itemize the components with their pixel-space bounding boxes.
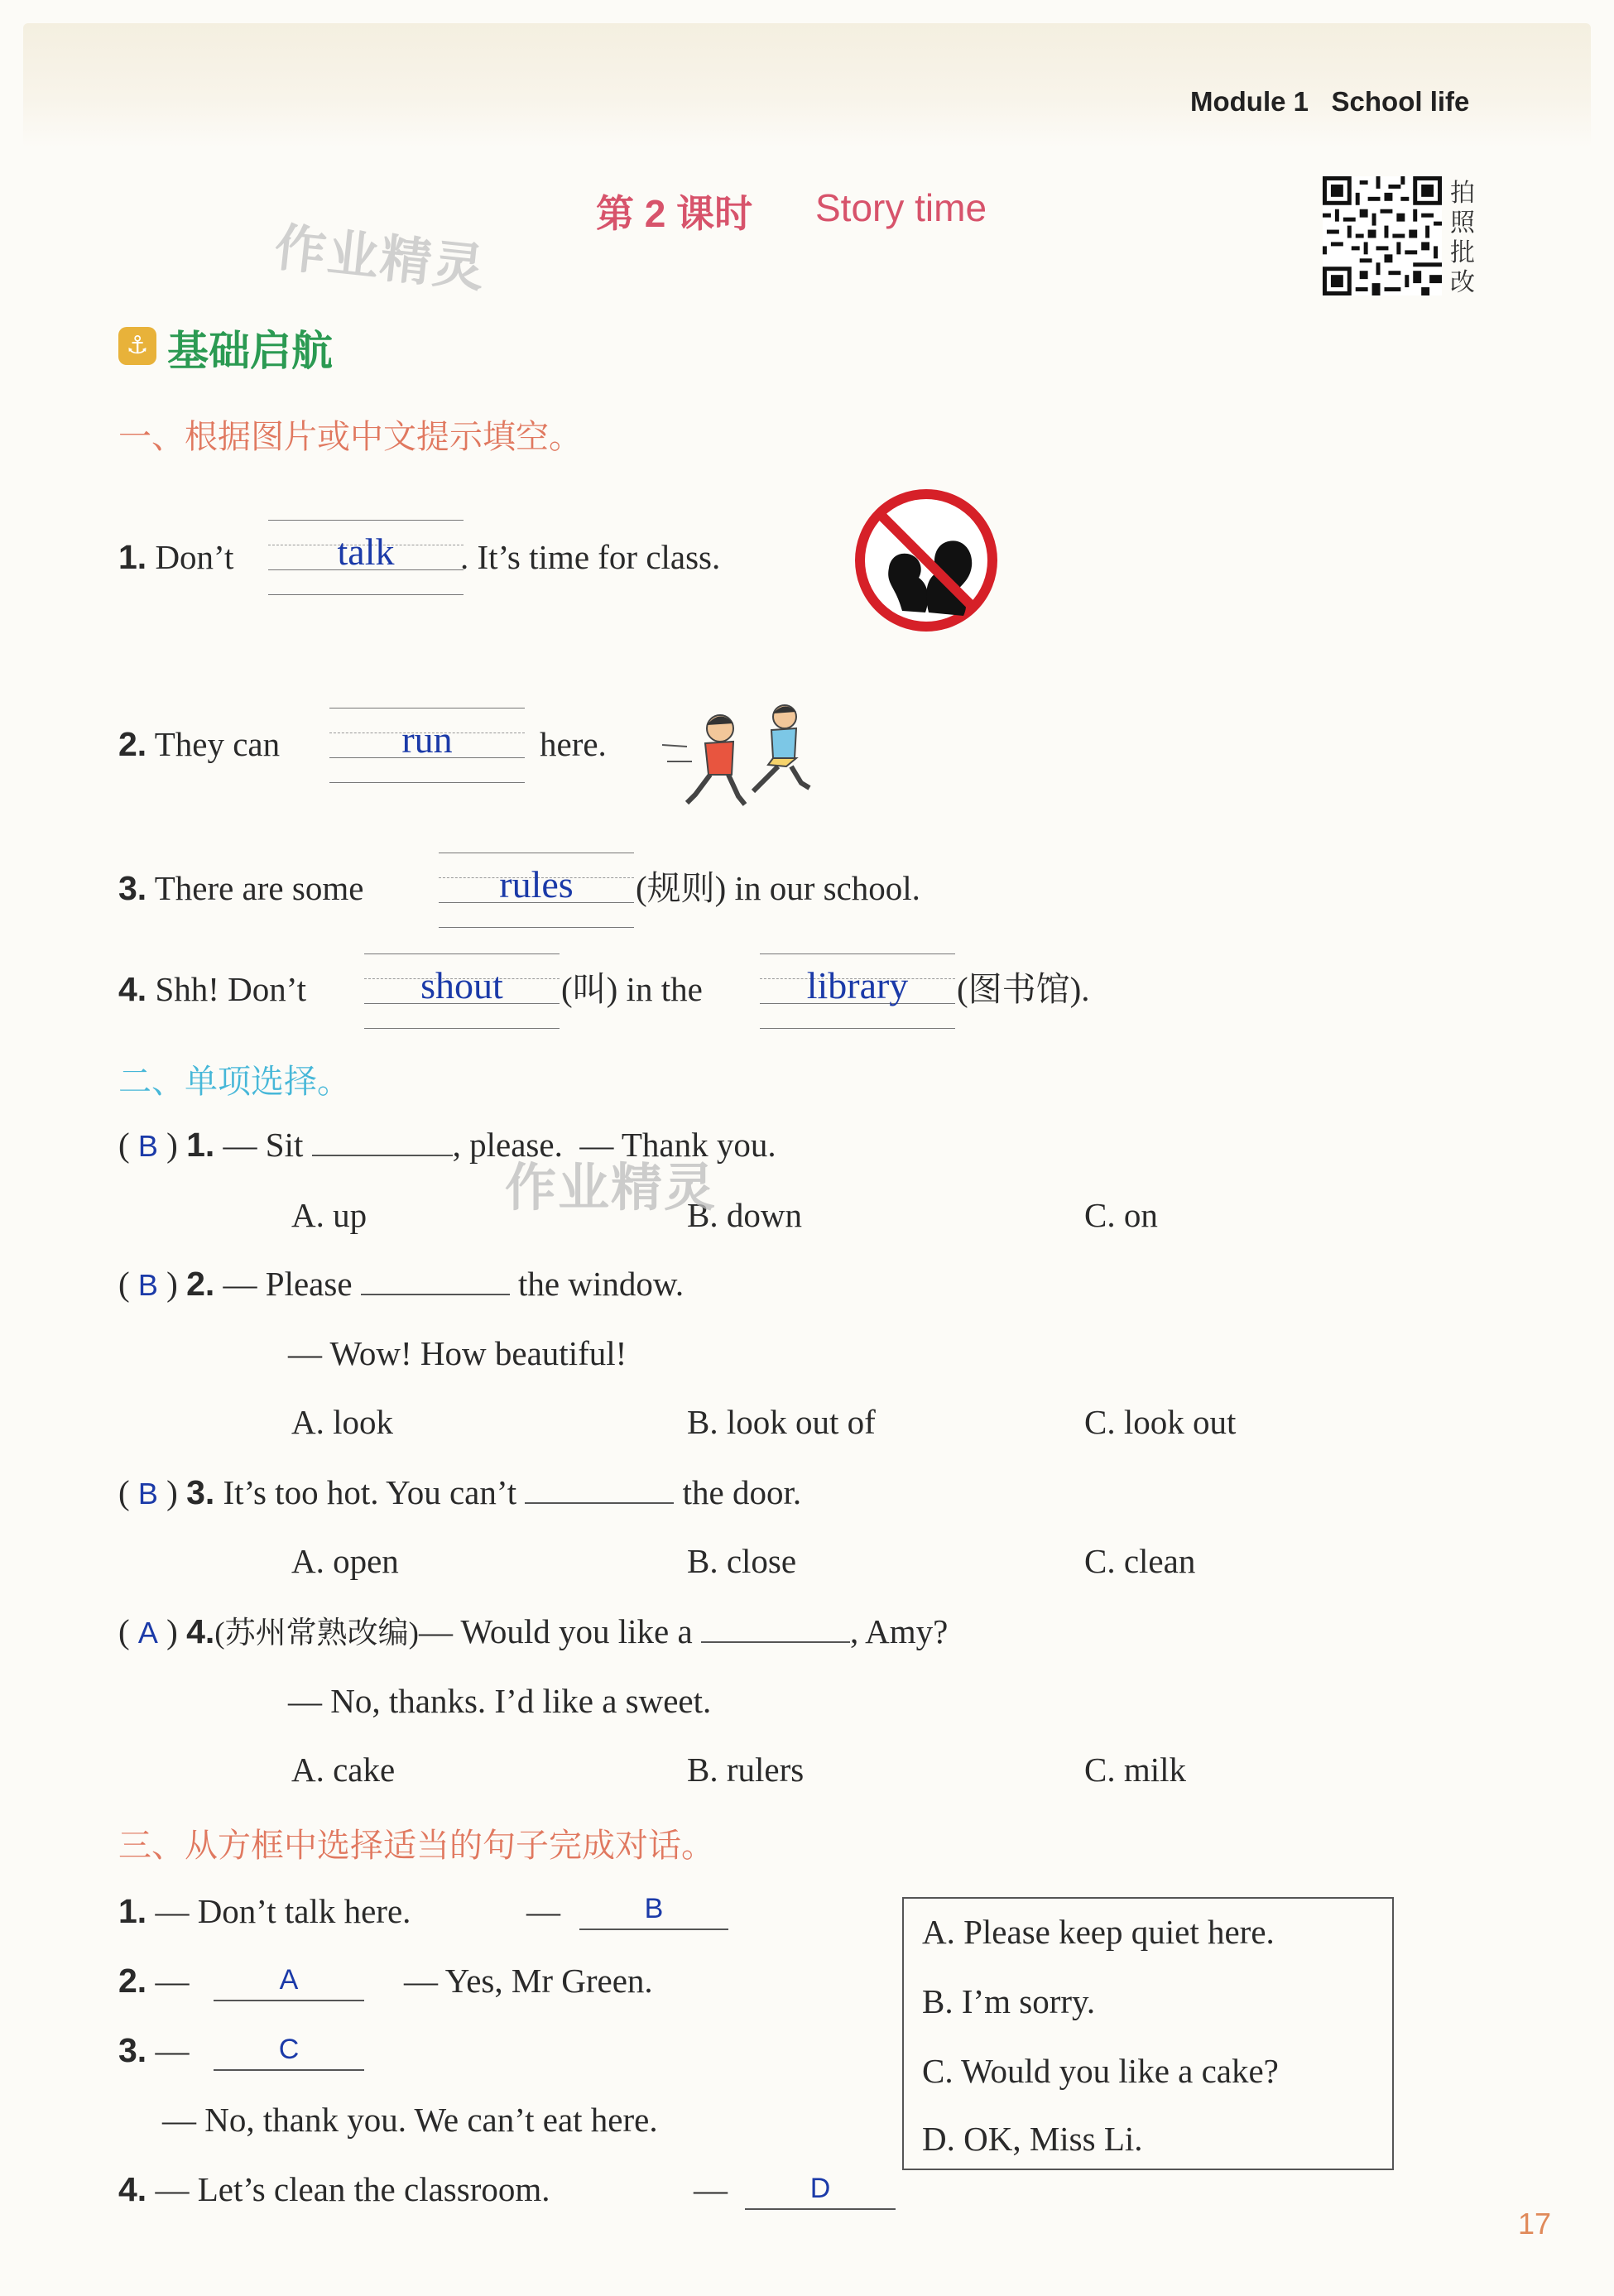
answer-blank[interactable] <box>525 1472 674 1504</box>
option-a[interactable]: A. open <box>291 1542 399 1580</box>
option-b[interactable]: B. look out of <box>687 1403 876 1441</box>
question-number: 2. <box>118 725 147 763</box>
question-text: — Yes, Mr Green. <box>404 1962 653 2000</box>
question-number: 2. <box>118 1962 147 2000</box>
part2-q4 <box>118 1611 948 1655</box>
question-text: — Sit <box>223 1126 304 1164</box>
question-text: They can <box>154 725 281 763</box>
answer-paren[interactable]: ( B ) <box>118 1265 178 1303</box>
part2-q2 <box>118 1263 684 1306</box>
option-a[interactable]: A. cake <box>291 1751 396 1789</box>
answer-blank[interactable]: A <box>214 1962 364 2001</box>
page-number: 17 <box>1518 2207 1552 2241</box>
answer-choice: B <box>137 1477 158 1511</box>
part1-heading: 一、根据图片或中文提示填空。 <box>118 419 582 455</box>
watermark: 作业精灵 <box>505 1160 718 1217</box>
question-text: . It’s time for class. <box>460 538 721 576</box>
lesson-number: 第 2 课时 <box>596 192 753 235</box>
answer-choice: B <box>137 1129 158 1163</box>
part3-q2 <box>118 1960 189 2001</box>
answer-paren[interactable]: ( B ) <box>118 1126 178 1164</box>
answer-text: shout <box>420 964 503 1006</box>
question-text: (规则) in our school. <box>636 869 920 907</box>
question-number: 3. <box>186 1473 215 1511</box>
option-c[interactable]: C. milk <box>1084 1751 1187 1789</box>
part3-heading: 三、从方框中选择适当的句子完成对话。 <box>118 1828 714 1864</box>
question-source: (苏州常熟改编) <box>214 1616 419 1650</box>
qr-caption-char: 照 <box>1450 209 1475 237</box>
running-children-icon <box>662 695 819 819</box>
part1-q4 <box>118 968 306 1010</box>
answer-paren[interactable]: ( A ) <box>118 1612 178 1650</box>
question-number: 1. <box>118 1892 147 1930</box>
answer-blank[interactable]: C <box>214 2031 364 2071</box>
option-c[interactable]: C. look out <box>1084 1403 1237 1441</box>
option-c[interactable]: C. on <box>1084 1196 1158 1234</box>
answer-text: talk <box>337 531 395 573</box>
header-band <box>23 23 1591 147</box>
qr-caption-char: 批 <box>1450 239 1475 267</box>
question-text: — Would you like a <box>418 1612 693 1650</box>
question-text: Shh! Don’t <box>155 970 307 1008</box>
answer-blank[interactable] <box>701 1612 850 1643</box>
answer-text: run <box>401 718 453 761</box>
answer-blank[interactable]: D <box>745 2170 896 2210</box>
question-text: (叫) in the <box>561 970 703 1008</box>
box-option-a: A. Please keep quiet here. <box>922 1913 1275 1951</box>
question-number: 1. <box>118 538 147 576</box>
question-text: — Don’t talk here. <box>155 1892 411 1930</box>
four-line-answer[interactable] <box>329 708 525 782</box>
question-text: — No, thank you. We can’t eat here. <box>162 2101 658 2139</box>
part2-q3 <box>118 1472 801 1515</box>
answer-choice: A <box>137 1616 158 1650</box>
option-b[interactable]: B. close <box>687 1542 797 1580</box>
dialogue-dash: — <box>526 1892 560 1930</box>
choice-box <box>902 1897 1394 2170</box>
question-text: — Please <box>223 1265 353 1303</box>
part3-q3 <box>118 2029 189 2071</box>
unit-label: School life <box>1331 86 1470 117</box>
question-text: the window. <box>518 1265 685 1303</box>
part3-q1 <box>118 1890 411 1932</box>
question-text: , please. <box>452 1126 563 1164</box>
answer-choice: B <box>137 1268 158 1302</box>
question-text: — Let’s clean the classroom. <box>155 2170 550 2208</box>
answer-blank[interactable] <box>312 1125 453 1156</box>
running-head <box>1190 86 1469 118</box>
question-text: There are some <box>154 869 364 907</box>
part1-q2 <box>118 723 280 765</box>
box-option-c: C. Would you like a cake? <box>922 2052 1279 2090</box>
question-number: 4. <box>186 1612 215 1650</box>
qr-code-icon[interactable] <box>1323 176 1442 295</box>
part2-heading: 二、单项选择。 <box>118 1064 350 1100</box>
four-line-answer[interactable] <box>364 953 560 1028</box>
four-line-answer[interactable] <box>760 953 955 1028</box>
answer-blank[interactable]: B <box>579 1890 728 1930</box>
question-text: here. <box>540 725 607 763</box>
question-text: Don’t <box>155 538 234 576</box>
option-c[interactable]: C. clean <box>1084 1542 1196 1580</box>
option-a[interactable]: A. up <box>291 1196 367 1234</box>
module-label: Module 1 <box>1190 86 1309 117</box>
question-text: — No, thanks. I’d like a sweet. <box>288 1682 712 1720</box>
question-number: 4. <box>118 2170 147 2208</box>
option-a[interactable]: A. look <box>291 1403 393 1441</box>
lesson-title: Story time <box>815 186 987 229</box>
answer-text: rules <box>499 863 574 905</box>
question-number: 3. <box>118 869 147 907</box>
question-text: (图书馆). <box>957 970 1090 1008</box>
question-number: 4. <box>118 970 147 1008</box>
qr-caption-char: 改 <box>1450 269 1475 296</box>
section-title: 基础启航 <box>167 328 333 374</box>
four-line-answer[interactable] <box>439 853 634 927</box>
part3-q4 <box>118 2169 550 2210</box>
option-b[interactable]: B. rulers <box>687 1751 805 1789</box>
question-number: 1. <box>186 1126 215 1164</box>
question-text: It’s too hot. You can’t <box>223 1473 517 1511</box>
dialogue-dash: — <box>694 2170 728 2208</box>
qr-caption <box>1450 179 1480 298</box>
dialogue-dash: — <box>155 1962 190 2000</box>
option-b[interactable]: B. down <box>687 1196 802 1234</box>
question-number: 3. <box>118 2031 147 2069</box>
question-number: 2. <box>186 1265 215 1303</box>
four-line-answer[interactable] <box>268 520 464 594</box>
anchor-icon: ⚓ <box>118 327 156 365</box>
question-text: , Amy? <box>849 1612 949 1650</box>
box-option-b: B. I’m sorry. <box>922 1982 1096 2020</box>
question-text: — Wow! How beautiful! <box>288 1334 627 1372</box>
watermark: 作业精灵 <box>271 219 489 299</box>
part1-q3 <box>118 867 363 909</box>
answer-paren[interactable]: ( B ) <box>118 1473 178 1511</box>
dialogue-dash: — <box>155 2031 190 2069</box>
box-option-d: D. OK, Miss Li. <box>922 2120 1143 2158</box>
answer-text: library <box>806 964 909 1006</box>
question-text: — Thank you. <box>579 1126 776 1164</box>
part1-q1 <box>118 536 233 578</box>
answer-blank[interactable] <box>361 1264 510 1295</box>
qr-caption-char: 拍 <box>1450 180 1475 207</box>
question-text: the door. <box>682 1473 802 1511</box>
no-talking-sign-icon <box>853 487 1000 634</box>
